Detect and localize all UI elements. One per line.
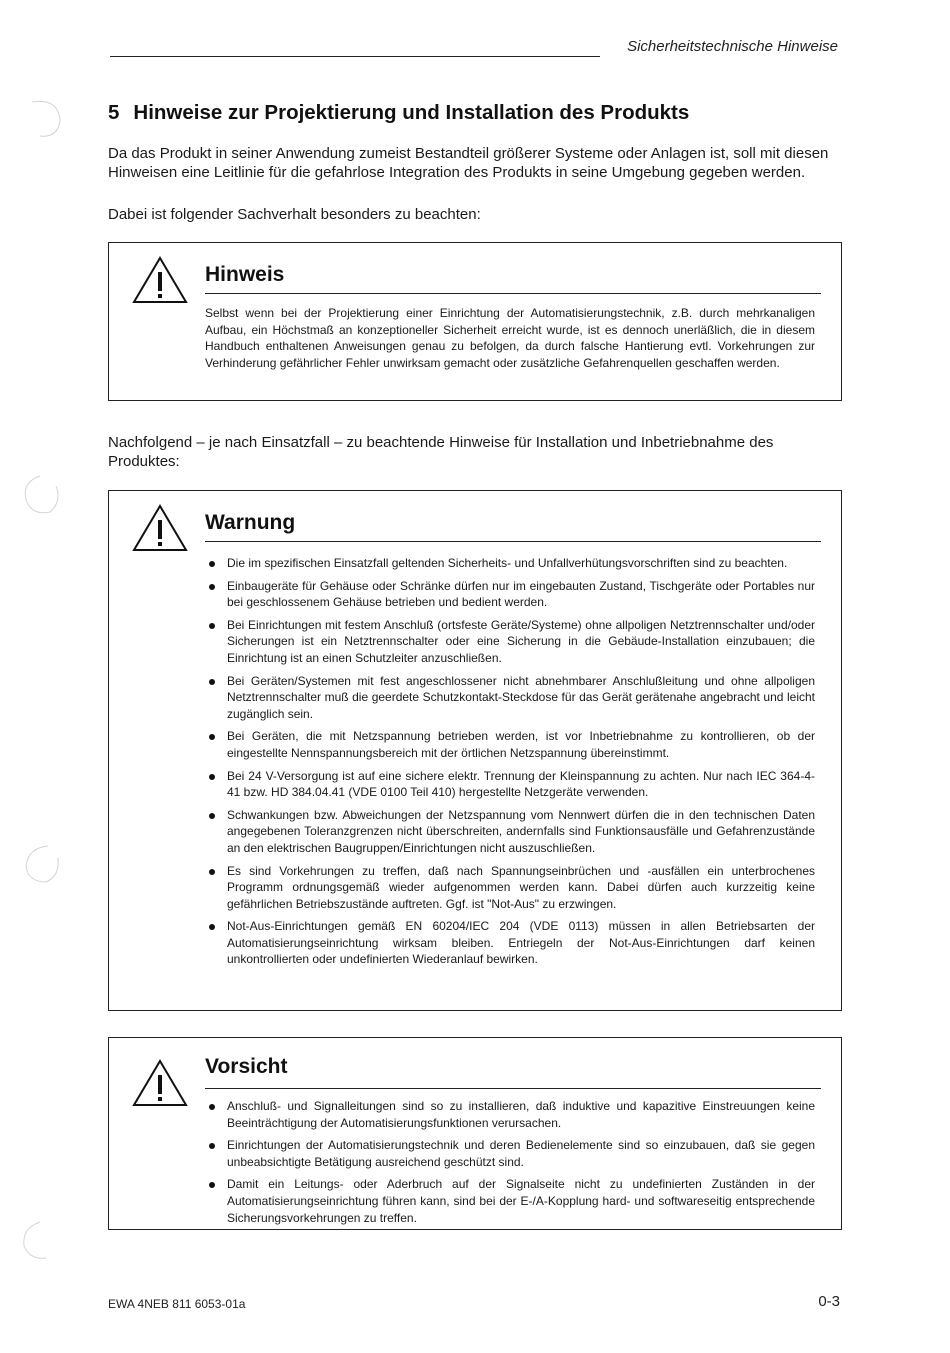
hinweis-text: Selbst wenn bei der Projektierung einer Einrichtung der Automatisierungstechnik, z.B. durch mehrkanaligen Aufbau, ein Höchstmaß an konzeptioneller Sicherheit erreicht wurde, ist es dennoch unerläßlich, die in diesem Handbuch enthaltenen Anweisungen genau zu befolgen, da durch falsche Hantierung evtl. Vorkehrungen zur Verhinderung gefährlicher Fehler unwirksam gemacht oder zusätzliche Gefahrenquellen geschaffen werden. xyxy=(205,306,815,370)
list-item: Damit ein Leitungs- oder Aderbruch auf der Signalseite nicht zu undefinierten Zuständen in der Automatisierungseinrichtung führen kann, sind bei der E-/A-Kopplung hard- und softwareseitig entsprechende Sicherungsvorkehrungen zu treffen. xyxy=(205,1176,815,1226)
list-item: Einbaugeräte für Gehäuse oder Schränke dürfen nur im eingebauten Zustand, Tischgeräte oder Portables nur bei geschlossenem Gehäuse betrieben und bedient werden. xyxy=(205,578,815,611)
list-item: Bei 24 V-Versorgung ist auf eine sichere elektr. Trennung der Kleinspannung zu achten. Nur nach IEC 364-4-41 bzw. HD 384.04.41 (VDE 0100 Teil 410) hergestellte Netzgeräte verwenden. xyxy=(205,768,815,801)
intro-paragraph-2: Dabei ist folgender Sachverhalt besonders zu beachten: xyxy=(108,206,481,223)
warning-triangle-icon xyxy=(131,503,189,553)
warnung-title: Warnung xyxy=(205,511,296,534)
hinweis-title: Hinweis xyxy=(205,263,285,286)
punch-hole-icon xyxy=(22,96,64,142)
punch-hole-icon xyxy=(18,842,62,888)
section-title: Hinweise zur Projektierung und Installation des Produkts xyxy=(133,101,690,124)
header-rule xyxy=(110,56,600,57)
section-heading xyxy=(108,101,848,125)
page-number: 0-3 xyxy=(818,1293,840,1310)
warning-triangle-icon xyxy=(131,1058,189,1108)
list-item: Die im spezifischen Einsatzfall geltenden Sicherheits- und Unfallverhütungsvorschriften sind zu beachten. xyxy=(205,555,815,572)
hinweis-rule xyxy=(205,293,821,294)
punch-hole-icon xyxy=(16,1218,60,1264)
punch-hole-icon xyxy=(18,472,62,520)
warnung-rule xyxy=(205,541,821,542)
warnung-box xyxy=(108,490,842,1011)
list-item: Schwankungen bzw. Abweichungen der Netzspannung vom Nennwert dürfen die in den technischen Daten angegebenen Toleranzgrenzen nicht überschreiten, andernfalls sind Funktionsausfälle und Gefahrenzustände an den elektrischen Baugruppen/Einrichtungen nicht auszuschließen. xyxy=(205,807,815,857)
list-item: Bei Geräten, die mit Netzspannung betrieben werden, ist vor Inbetriebnahme zu kontrollieren, ob der eingestellte Nennspannungsbereich mit der örtlichen Netzspannung übereinstimmt. xyxy=(205,728,815,761)
warnung-list xyxy=(205,555,815,974)
list-item: Es sind Vorkehrungen zu treffen, daß nach Spannungseinbrüchen und -ausfällen ein unterbrochenes Programm ordnungsgemäß wieder aufgenommen werden kann. Dabei dürfen auch kurzzeitig keine gefährlichen Betriebszustände auftreten. Ggf. ist "Not-Aus" zu erzwingen. xyxy=(205,863,815,913)
list-item: Anschluß- und Signalleitungen sind so zu installieren, daß induktive und kapazitive Einstreuungen keine Beeinträchtigung der Automatisierungsfunktionen verursachen. xyxy=(205,1098,815,1131)
section-number: 5 xyxy=(108,101,120,124)
list-item: Not-Aus-Einrichtungen gemäß EN 60204/IEC 204 (VDE 0113) müssen in allen Betriebsarten der Automatisierungseinrichtung wirksam bleiben. Entriegeln der Not-Aus-Einrichtungen darf keinen unkontrollierten oder undefinierten Wiederanlauf bewirken. xyxy=(205,918,815,968)
vorsicht-list xyxy=(205,1098,815,1232)
hinweis-box xyxy=(108,242,842,401)
vorsicht-rule xyxy=(205,1088,821,1089)
list-item: Einrichtungen der Automatisierungstechnik und deren Bedienelemente sind so einzubauen, daß sie gegen unbeabsichtigte Betätigung ausreichend geschützt sind. xyxy=(205,1137,815,1170)
vorsicht-title: Vorsicht xyxy=(205,1055,288,1078)
warning-triangle-icon xyxy=(131,255,189,305)
followup-paragraph: Nachfolgend – je nach Einsatzfall – zu beachtende Hinweise für Installation und Inbetriebnahme des Produktes: xyxy=(108,434,774,470)
list-item: Bei Einrichtungen mit festem Anschluß (ortsfeste Geräte/Systeme) ohne allpoligen Netztrennschalter und/oder Sicherungen ist ein Netztrennschalter oder eine Sicherung in die Gebäude-Installation einzubauen; die Einrichtung ist an einen Schutzleiter anzuschließen. xyxy=(205,617,815,667)
vorsicht-box xyxy=(108,1037,842,1230)
list-item: Bei Geräten/Systemen mit fest angeschlossener nicht abnehmbarer Anschlußleitung und ohne allpoligen Netztrennschalter muß die geerdete Schutzkontakt-Steckdose für das Gerät gerätenahe angebracht und leicht zugänglich sein. xyxy=(205,673,815,723)
intro-paragraph: Da das Produkt in seiner Anwendung zumeist Bestandteil größerer Systeme oder Anlagen ist, soll mit diesen Hinweisen eine Leitlinie für die gefahrlose Integration des Produkts in seine Umgebung gegeben werden. xyxy=(108,145,829,181)
running-header: Sicherheitstechnische Hinweise xyxy=(627,38,838,55)
document-id: EWA 4NEB 811 6053-01a xyxy=(108,1297,246,1311)
